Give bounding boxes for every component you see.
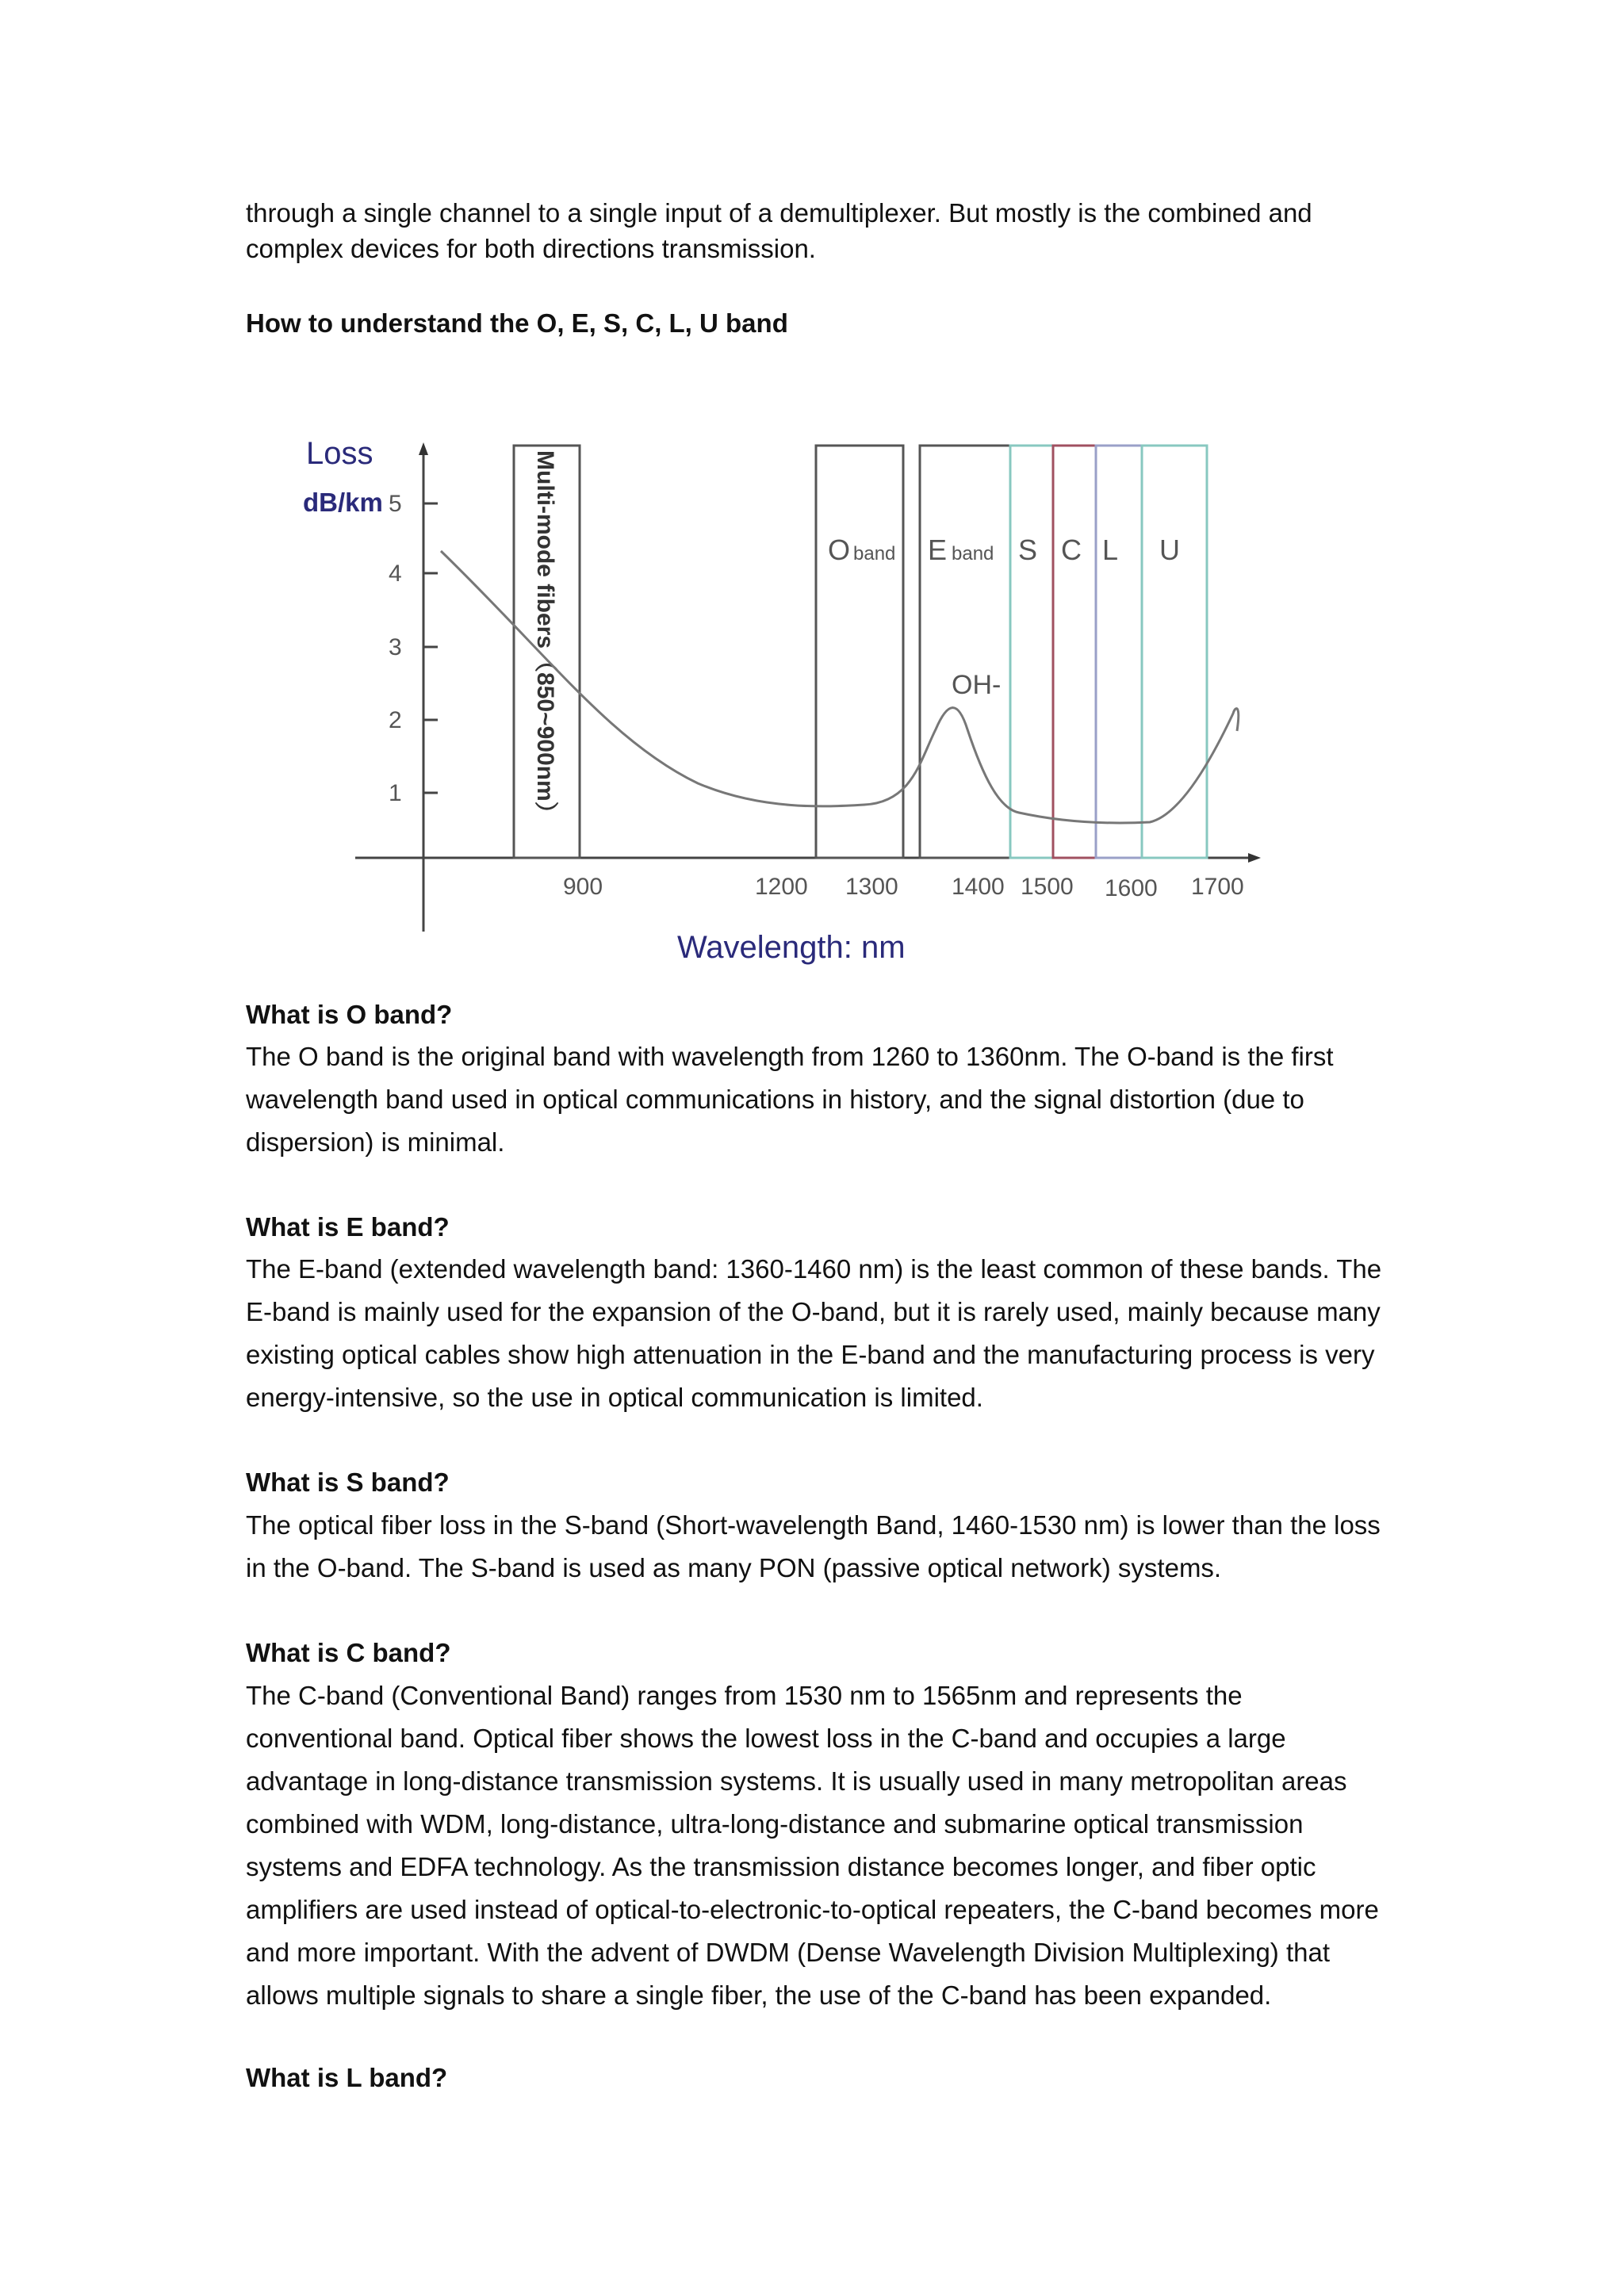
chart-svg xyxy=(285,428,1364,975)
band-box-o xyxy=(816,446,903,858)
band-box-l xyxy=(1096,446,1142,858)
section-title: How to understand the O, E, S, C, L, U band xyxy=(246,308,788,338)
band-letter: O xyxy=(828,534,851,566)
intro-paragraph: through a single channel to a single input of a demultiplexer. But mostly is the combined and complex devices for both directions transmission. xyxy=(246,198,1312,263)
x-tick-label: 1300 xyxy=(845,874,898,900)
x-ticks xyxy=(563,874,1244,901)
band-label-o xyxy=(828,534,895,566)
x-tick-label: 1200 xyxy=(755,874,808,900)
band-box-c xyxy=(1053,446,1096,858)
band-boxes xyxy=(816,446,1207,858)
y-tick-label: 3 xyxy=(389,634,402,660)
band-label-c: C xyxy=(1061,534,1082,566)
x-tick-label: 900 xyxy=(563,874,603,900)
section-heading-o-band: What is O band? xyxy=(246,1000,453,1029)
x-axis-arrow xyxy=(1248,853,1261,863)
oh-peak-label: OH- xyxy=(952,670,1002,700)
section-heading-l-band: What is L band? xyxy=(246,2063,448,2092)
band-letter: E xyxy=(928,534,948,566)
band-label-e xyxy=(928,534,994,566)
y-tick-label: 5 xyxy=(389,491,402,517)
loss-curve xyxy=(441,551,1239,823)
section-heading-c-band: What is C band? xyxy=(246,1638,451,1667)
x-tick-label: 1700 xyxy=(1191,874,1244,900)
multimode-fiber-label: Multi-mode fibers（850~900nm） xyxy=(532,450,558,825)
y-axis-unit: dB/km xyxy=(303,488,383,517)
y-axis-arrow xyxy=(419,442,428,455)
y-tick-label: 4 xyxy=(389,561,402,587)
y-tick-label: 1 xyxy=(389,780,402,806)
x-axis-title: Wavelength: nm xyxy=(677,930,906,965)
section-heading-e-band: What is E band? xyxy=(246,1212,450,1242)
band-box-s xyxy=(1010,446,1053,858)
band-label-s: S xyxy=(1018,534,1038,566)
section-body-c-band: The C-band (Conventional Band) ranges from 1530 nm to 1565nm and represents the conventional band. Optical fiber shows the lowest loss in the C-band and occupies a large advantage in long-distance transmission systems. It is usually used in many metropolitan areas combined with WDM, long-distance, ultra-long-distance and submarine optical transmission systems and EDFA technology. As the transmission distance becomes longer, and fiber optic amplifiers are used instead of optical-to-electronic-to-optical repeaters, the C-band becomes more and more important. With the advent of DWDM (Dense Wavelength Division Multiplexing) that allows multiple signals to share a single fiber, the use of the C-band has been expanded. xyxy=(246,1681,1379,2010)
y-tick-label: 2 xyxy=(389,707,402,733)
band-suffix: band xyxy=(952,543,994,564)
band-label-u: U xyxy=(1159,534,1180,566)
section-heading-s-band: What is S band? xyxy=(246,1468,450,1497)
y-axis-title: Loss xyxy=(306,436,373,471)
x-tick-label: 1600 xyxy=(1105,875,1158,901)
section-body-o-band: The O band is the original band with wavelength from 1260 to 1360nm. The O-band is the first wavelength band used in optical communications in history, and the signal distortion (due to dispersion) is minimal. xyxy=(246,1042,1334,1157)
x-tick-label: 1500 xyxy=(1021,874,1074,900)
band-label-l: L xyxy=(1102,534,1119,566)
band-box-u xyxy=(1142,446,1207,858)
section-body-s-band: The optical fiber loss in the S-band (Short-wavelength Band, 1460-1530 nm) is lower than the loss in the O-band. The S-band is used as many PON (passive optical network) systems. xyxy=(246,1510,1381,1582)
x-tick-label: 1400 xyxy=(952,874,1005,900)
band-loss-chart xyxy=(285,428,1364,975)
y-ticks xyxy=(389,491,438,806)
section-body-e-band: The E-band (extended wavelength band: 1360-1460 nm) is the least common of these bands. The E-band is mainly used for the expansion of the O-band, but it is rarely used, mainly because many existing optical cables show high attenuation in the E-band and the manufacturing process is very energy-intensive, so the use in optical communication is limited. xyxy=(246,1254,1382,1412)
band-suffix: band xyxy=(853,543,896,564)
